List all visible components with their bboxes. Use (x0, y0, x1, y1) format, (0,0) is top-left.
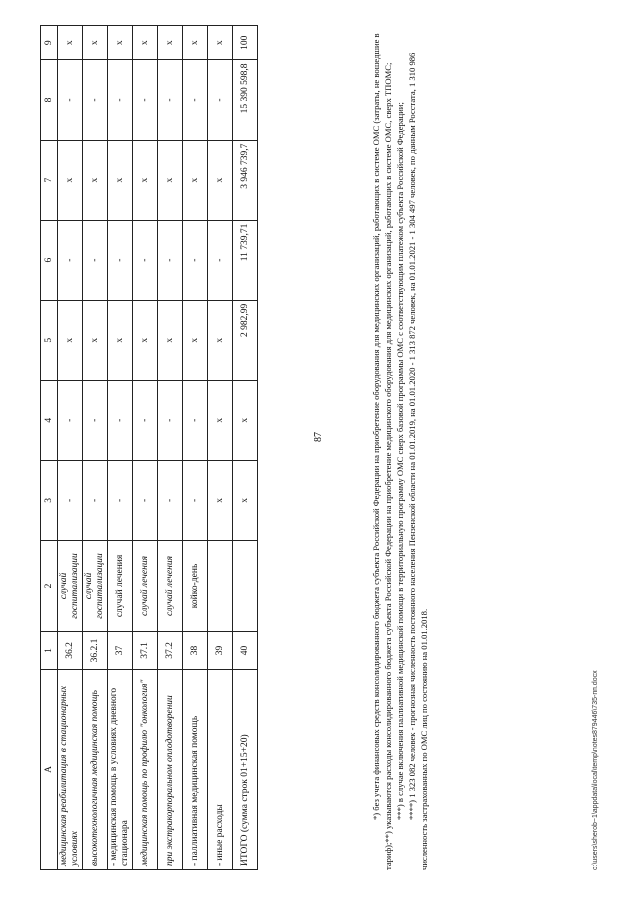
row-label-cell: - иные расходы (208, 669, 233, 869)
row-label-cell: - паллиативная медицинская помощь (183, 669, 208, 869)
table-cell: 37 (108, 632, 133, 670)
table-row (208, 26, 233, 870)
table-cell: - (158, 380, 183, 460)
data-table (40, 25, 258, 870)
table-row (158, 26, 183, 870)
table-row (233, 26, 258, 870)
row-label-cell: ИТОГО (сумма строк 01+15+20) (233, 669, 258, 869)
table-cell: - (158, 220, 183, 300)
table-cell: х (108, 300, 133, 380)
table-cell: - (183, 220, 208, 300)
table-cell: х (158, 26, 183, 61)
table-cell: - (83, 380, 108, 460)
row-label-cell: медицинская реабилитация в стационарных условиях (58, 669, 83, 869)
table-cell: случай лечения (158, 540, 183, 631)
table-cell: - (58, 60, 83, 140)
table-cell: - (58, 220, 83, 300)
table-cell: - (108, 460, 133, 540)
table-cell: - (58, 380, 83, 460)
header-cell: 5 (41, 300, 58, 380)
header-cell: 6 (41, 220, 58, 300)
table-cell (233, 540, 258, 631)
footnote: ***) в случае включения паллиативной медицинской помощи в территориальную программу ОМС сверх базовой программы ОМС с соответствующим платежом субъекта Российской Федерации; (395, 102, 405, 820)
table-cell: х (208, 26, 233, 61)
table-cell: 15 390 598,8 (233, 60, 258, 140)
table-cell: х (208, 460, 233, 540)
table-cell: 40 (233, 632, 258, 670)
table-cell: 2 982,99 (233, 300, 258, 380)
file-path: c:\users\sherob~1\appdata\local\temp\notes879446\735-пп.docx (592, 670, 599, 870)
table-cell: х (183, 140, 208, 220)
table-cell: 37.2 (158, 632, 183, 670)
table-cell: случай госпитализации (83, 540, 108, 631)
table-cell: - (133, 460, 158, 540)
table-cell: - (183, 460, 208, 540)
table-cell: - (158, 460, 183, 540)
row-label-cell: медицинская помощь по профилю "онкология" (133, 669, 158, 869)
table-cell: 3 946 739,7 (233, 140, 258, 220)
table-cell: х (158, 140, 183, 220)
table-cell: х (133, 300, 158, 380)
table-cell: х (208, 140, 233, 220)
header-cell: 4 (41, 380, 58, 460)
table-cell: - (133, 380, 158, 460)
footnote: *) без учета финансовых средств консолидированного бюджета субъекта Российской Федерации на приобретение оборудования для медицинских организаций, работающих в системе ОМС (затраты, не вошедшие в тариф);**) указываются расходы консолидированного бюджета субъекта Российской Федерации на приобретение медицинского оборудования для медицинских организаций, работающих в системе ОМС, сверх ТПОМС; (371, 33, 393, 870)
row-label-cell: - медицинская помощь в условиях дневного стационара (108, 669, 133, 869)
table-cell: - (83, 60, 108, 140)
header-cell: 8 (41, 60, 58, 140)
table-cell: х (233, 380, 258, 460)
table-cell: х (108, 26, 133, 61)
table-cell: х (133, 140, 158, 220)
rotated-content (40, 25, 605, 870)
table-cell: случай лечения (133, 540, 158, 631)
table-cell: 36.2.1 (83, 632, 108, 670)
table-cell: 38 (183, 632, 208, 670)
table-cell: х (83, 26, 108, 61)
table-cell: х (58, 26, 83, 61)
header-cell: 2 (41, 540, 58, 631)
footnote: ****) 1 323 082 человек - прогнозная численность постоянного населения Пензенской области на 01.01.2019, на 01.01.2020 - 1 313 872 человек, на 01.01.2021 - 1 304 497 человек, по данным Росстата, 1 310 986 численность застрахованных по ОМС лиц по состоянию на 01.01.2018. (407, 52, 429, 870)
table-cell: х (208, 300, 233, 380)
table-cell: х (58, 300, 83, 380)
table-cell: - (133, 220, 158, 300)
table-cell: х (158, 300, 183, 380)
table-cell: 39 (208, 632, 233, 670)
table-cell: случай госпитализации (58, 540, 83, 631)
table-cell: - (83, 460, 108, 540)
table-cell: х (83, 140, 108, 220)
table-header-row (41, 26, 58, 870)
table-cell: х (83, 300, 108, 380)
table-row (133, 26, 158, 870)
table-cell (208, 540, 233, 631)
header-cell: 9 (41, 26, 58, 61)
table-cell: - (108, 380, 133, 460)
table-body (58, 26, 258, 870)
table-cell: - (108, 220, 133, 300)
table-cell: 11 739,71 (233, 220, 258, 300)
header-cell: 3 (41, 460, 58, 540)
row-label-cell: высокотехнологичная медицинская помощь (83, 669, 108, 869)
table-cell: - (183, 60, 208, 140)
table-cell: х (108, 140, 133, 220)
table-cell: х (133, 26, 158, 61)
table-cell: х (208, 380, 233, 460)
table-cell: - (58, 460, 83, 540)
table-cell: 36.2 (58, 632, 83, 670)
header-cell: 1 (41, 632, 58, 670)
table-cell: - (83, 220, 108, 300)
row-label-cell: при экстракорпоральном оплодотворении (158, 669, 183, 869)
table-cell: х (233, 460, 258, 540)
table-cell: х (183, 300, 208, 380)
table-row (83, 26, 108, 870)
table-cell: х (183, 26, 208, 61)
table-cell: случай лечения (108, 540, 133, 631)
table-cell: - (208, 60, 233, 140)
table-cell: х (58, 140, 83, 220)
table-row (108, 26, 133, 870)
table-row (183, 26, 208, 870)
table-cell: 100 (233, 26, 258, 61)
table-cell: - (133, 60, 158, 140)
table-cell: койко-день (183, 540, 208, 631)
table-cell: - (183, 380, 208, 460)
table-cell: - (158, 60, 183, 140)
table-cell: - (108, 60, 133, 140)
footnotes (370, 25, 430, 870)
page-number: 87 (313, 432, 324, 442)
table-cell: - (208, 220, 233, 300)
table-row (58, 26, 83, 870)
header-cell: 7 (41, 140, 58, 220)
table-cell: 37.1 (133, 632, 158, 670)
header-cell: A (41, 669, 58, 869)
